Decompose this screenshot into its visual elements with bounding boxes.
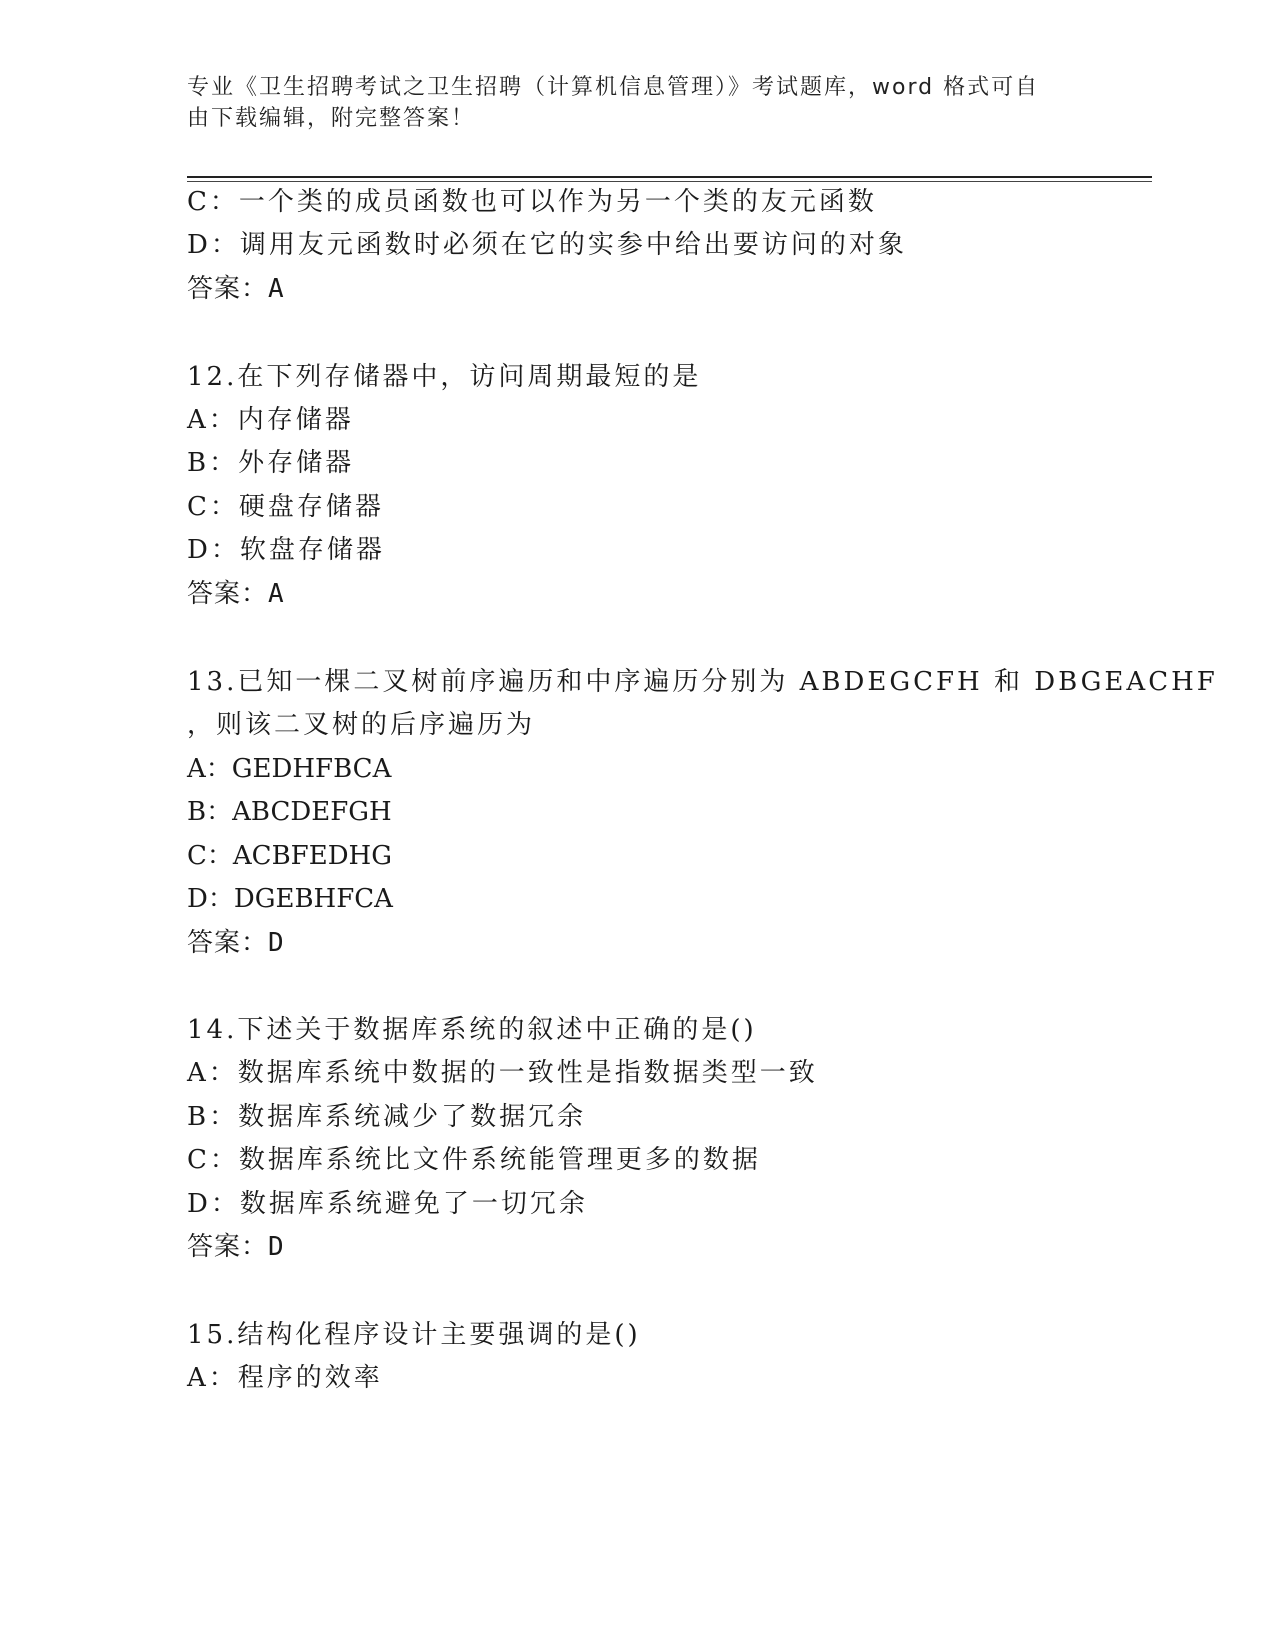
question-12-option-d: D：软盘存储器 [187, 535, 385, 565]
answer-label: 答案： [187, 928, 269, 958]
question-13-stem-continued: ，则该二叉树的后序遍历为 [187, 710, 536, 740]
question-13-stem: 13.已知一棵二叉树前序遍历和中序遍历分别为 ABDEGCFH 和 DBGEACHF [187, 667, 1218, 697]
question-12-answer [187, 577, 285, 611]
header-divider-thick [187, 176, 1152, 178]
answer-label: 答案： [187, 274, 269, 304]
answer-value: D [268, 1232, 285, 1262]
answer-value: A [268, 274, 285, 304]
question-15-option-a: A：程序的效率 [187, 1363, 383, 1393]
answer-value: A [268, 579, 285, 609]
question-12-option-a: A：内存储器 [187, 405, 354, 435]
header-line-1: 专业《卫生招聘考试之卫生招聘（计算机信息管理）》考试题库，word 格式可自 [187, 75, 1040, 100]
question-14-option-d: D：数据库系统避免了一切冗余 [187, 1189, 588, 1219]
question-13-option-b: B：ABCDEFGH [187, 797, 392, 827]
question-12-option-c: C：硬盘存储器 [187, 492, 384, 522]
question-13-answer [187, 926, 285, 960]
answer-label: 答案： [187, 1232, 269, 1262]
answer-label: 答案： [187, 579, 269, 609]
carryover-answer [187, 272, 285, 306]
question-13-option-a: A：GEDHFBCA [187, 754, 392, 784]
question-14-option-a: A：数据库系统中数据的一致性是指数据类型一致 [187, 1058, 818, 1088]
answer-value: D [268, 928, 285, 958]
question-12-option-b: B：外存储器 [187, 448, 355, 478]
question-15-stem: 15.结构化程序设计主要强调的是() [187, 1320, 641, 1350]
carryover-option-d: D：调用友元函数时必须在它的实参中给出要访问的对象 [187, 230, 907, 260]
header-divider-thin [187, 181, 1152, 182]
question-14-option-c: C：数据库系统比文件系统能管理更多的数据 [187, 1145, 761, 1175]
carryover-option-c: C：一个类的成员函数也可以作为另一个类的友元函数 [187, 187, 877, 217]
question-13-option-d: D：DGEBHFCA [187, 884, 393, 914]
question-13-option-c: C：ACBFEDHG [187, 841, 392, 871]
question-14-option-b: B：数据库系统减少了数据冗余 [187, 1102, 587, 1132]
header-line-2: 由下载编辑，附完整答案！ [187, 106, 476, 131]
question-14-answer [187, 1230, 285, 1264]
question-14-stem: 14.下述关于数据库系统的叙述中正确的是() [187, 1015, 757, 1045]
question-12-stem: 12.在下列存储器中，访问周期最短的是 [187, 362, 702, 392]
document-header [187, 72, 1087, 134]
